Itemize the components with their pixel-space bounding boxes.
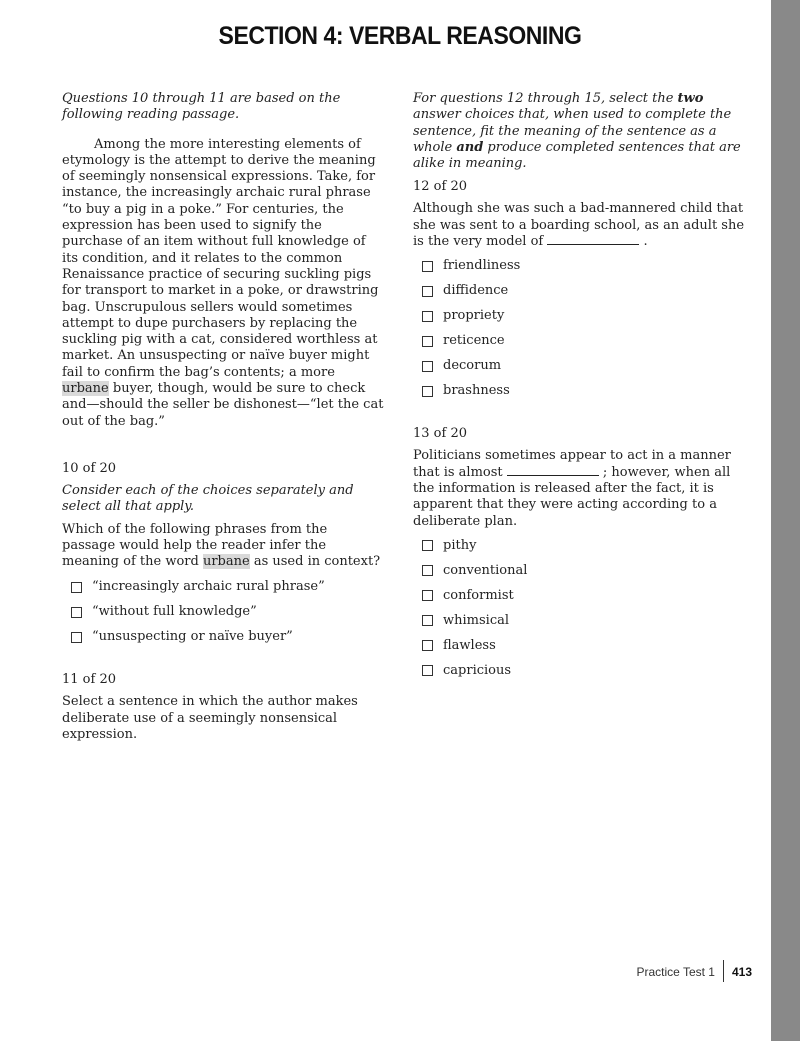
question-10-prompt: Which of the following phrases from the passage would help the reader infer the meaning of the word urbane as used in context? [62,521,381,570]
question-13-prompt: Politicians sometimes appear to act in a manner that is almost ; however, when all the information is released after the fact, it is apparent that they were acting according to a deliberate plan. [413,448,731,529]
checkbox[interactable] [422,665,433,676]
choice-option[interactable]: pithy [413,538,748,554]
checkbox[interactable] [422,615,433,626]
answer-blank [547,234,639,245]
section-title: SECTION 4: VERBAL REASONING [218,22,582,50]
checkbox[interactable] [422,311,433,322]
checkbox[interactable] [422,261,433,272]
checkbox[interactable] [422,386,433,397]
page-footer [0,962,752,984]
question-13-choices [413,538,748,679]
footer-divider [723,960,724,982]
choice-option[interactable]: flawless [413,638,748,654]
checkbox[interactable] [422,640,433,651]
page-edge-bar [771,0,800,1041]
highlighted-word-urbane: urbane [62,381,109,397]
checkbox[interactable] [71,632,82,643]
question-12-prompt: Although she was such a bad-mannered child that she was sent to a boarding school, as an adult she is the very model of . [413,201,745,250]
right-column [413,91,748,688]
choice-option[interactable]: “unsuspecting or naïve buyer” [62,629,384,645]
emphasis-and: and [456,139,484,155]
highlighted-word-urbane: urbane [202,554,250,570]
choice-option[interactable]: “without full knowledge” [62,604,384,620]
choice-option[interactable]: capricious [413,663,748,679]
choice-option[interactable]: decorum [413,358,748,374]
question-13-number: 13 of 20 [413,426,467,442]
answer-blank [507,465,599,476]
passage-intro: Questions 10 through 11 are based on the following reading passage. [62,91,341,123]
question-12-number: 12 of 20 [413,179,467,195]
checkbox[interactable] [422,336,433,347]
choice-option[interactable]: conventional [413,563,748,579]
choice-option[interactable]: friendliness [413,258,748,274]
choice-option[interactable]: reticence [413,333,748,349]
checkbox[interactable] [71,607,82,618]
checkbox[interactable] [422,286,433,297]
question-10-instruction: Consider each of the choices separately and select all that apply. [62,482,354,515]
checkbox[interactable] [422,590,433,601]
emphasis-two: two [677,91,704,106]
passage-text-a: Among the more interesting elements of etymology is the attempt to derive the meaning of seemingly nonsensical expressions. Take, for instance, the increasingly archaic rural phrase “to buy a pig in a poke.” For centuries, the expression has been used to signify the purchase of an item without full knowledge of its condition, and it relates to the common Renaissance practice of securing suckling pigs for transport to market in a poke, or drawstring bag. Unscrupulous sellers would sometimes attempt to dupe purchasers by replacing the suckling pig with a cat, considered worthless at market. An unsuspecting or naïve buyer might fail to confirm the bag’s contents; a more [62,136,379,380]
question-11-number: 11 of 20 [62,672,116,688]
choice-option[interactable]: whimsical [413,613,748,629]
choice-option[interactable]: diffidence [413,283,748,299]
footer-label: Practice Test 1 [636,965,715,980]
passage-text-b: buyer, though, would be sure to check and—should the seller be dishonest—“let the cat out of the bag.” [62,381,384,429]
choice-option[interactable]: conformist [413,588,748,604]
question-11-prompt: Select a sentence in which the author makes deliberate use of a seemingly nonsensical expression. [62,694,358,743]
choice-option[interactable]: propriety [413,308,748,324]
reading-passage[interactable] [62,137,384,430]
checkbox[interactable] [422,565,433,576]
choice-option[interactable]: “increasingly archaic rural phrase” [62,579,384,595]
checkbox[interactable] [422,361,433,372]
page-number: 413 [731,965,752,980]
sentence-equivalence-intro: For questions 12 through 15, select the two answer choices that, when used to complete the sentence, fit the meaning of the sentence as a whole and produce completed sentences that are alike in meaning. [413,91,741,172]
checkbox[interactable] [71,582,82,593]
question-10-number: 10 of 20 [62,460,116,476]
checkbox[interactable] [422,540,433,551]
question-10-choices [62,579,384,645]
left-column [62,91,384,743]
choice-option[interactable]: brashness [413,383,748,399]
question-12-choices [413,258,748,399]
